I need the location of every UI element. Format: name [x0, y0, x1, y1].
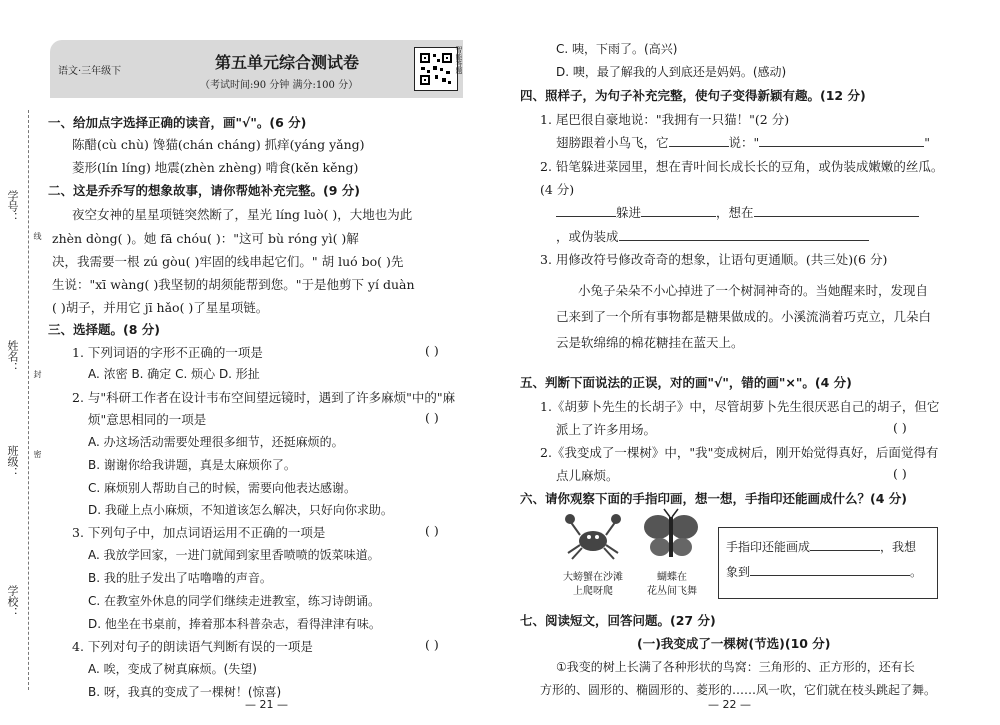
- answer-box-line-1: [726, 538, 916, 555]
- page-title: 第五单元综合测试卷: [215, 53, 360, 72]
- question-2-option-a: A. 办这场活动需要处理很多细节，还挺麻烦的。: [88, 435, 344, 449]
- answer-box-text: 象到: [726, 565, 751, 579]
- question-3-option-b: B. 我的肚子发出了咕噜噜的声音。: [88, 571, 272, 585]
- fill-line-2-end: ，想在: [716, 205, 754, 220]
- section-5-title: 五、判断下面说法的正误，对的画"√"，错的画"×"。(4 分): [520, 375, 852, 390]
- section-4-title: 四、照样子，为句子补充完整，使句子变得新颖有趣。(12 分): [520, 88, 866, 103]
- answer-box-prefix: 手指印还能画成: [726, 540, 811, 554]
- reading-paragraph-line-1: ①我变的树上长满了各种形状的鸟窝：三角形的、正方形的，还有长: [556, 660, 915, 674]
- story-line-5: ( )胡子，并用它 jī hǎo( )了星星项链。: [52, 300, 269, 315]
- crab-caption-1: 大螃蟹在沙滩: [563, 572, 623, 583]
- question-2-option-d: D. 我碰上点小麻烦，不知道该怎么解决，只好向你求助。: [88, 503, 393, 517]
- edit-passage-2: 己来到了一个所有事物都是糖果做成的。小溪流淌着巧克立，几朵白: [556, 309, 932, 324]
- school-label: 学校：: [6, 585, 19, 618]
- example-2-points: (4 分): [540, 182, 575, 197]
- answer-box-end: 。: [910, 565, 923, 579]
- answer-paren-q4[interactable]: ( ): [425, 637, 439, 652]
- seal-mark-feng: 封: [33, 370, 42, 378]
- question-4-option-b: B. 呀，我真的变成了一棵树！(惊喜): [88, 685, 282, 699]
- blank-input[interactable]: [669, 134, 729, 147]
- blank-input[interactable]: [619, 228, 869, 241]
- judge-1-line-2: 派上了许多用场。: [556, 422, 657, 437]
- story-line-3: 决，我需要一根 zú gòu( )牢固的线串起它们。" 胡 luó bo( )先: [52, 254, 404, 269]
- fill-line-3-text: ，或伪装成: [556, 229, 619, 244]
- question-3-option-d: D. 他坐在书桌前，捧着那本科普杂志，看得津津有味。: [88, 617, 381, 631]
- story-line-4: 生说："xī wàng( )我坚韧的胡须能帮到您。"于是他剪下 yí duàn: [52, 277, 415, 292]
- edit-passage-3: 云是软绵绵的棉花糖挂在蓝天上。: [556, 335, 744, 350]
- question-3: 3. 下列句子中，加点词语运用不正确的一项是: [72, 525, 326, 540]
- blank-input[interactable]: [754, 204, 919, 217]
- butterfly-fingerprint-image: [640, 507, 702, 565]
- edit-passage-1: 小兔子朵朵不小心掉进了一个树洞神奇的。当她醒来时，发现自: [578, 283, 929, 298]
- question-1-options: A. 浓密 B. 确定 C. 烦心 D. 形扯: [88, 367, 260, 381]
- answer-paren-judge-1[interactable]: ( ): [893, 420, 907, 435]
- grade-tag: 语文·三年级下: [58, 66, 122, 77]
- fill-line-1-mid: 说：": [728, 135, 760, 150]
- judge-1-line-1: 1.《胡萝卜先生的长胡子》中，尽管胡萝卜先生很厌恶自己的胡子，但它: [540, 399, 940, 414]
- binding-gutter: [0, 0, 48, 725]
- blank-input[interactable]: [810, 538, 880, 551]
- fill-line-2: [556, 203, 919, 221]
- answer-paren-q3[interactable]: ( ): [425, 523, 439, 538]
- section-3-title: 三、选择题。(8 分): [48, 322, 160, 337]
- answer-paren-q2[interactable]: ( ): [425, 410, 439, 425]
- example-2: 2. 铅笔躲进菜园里，想在青叶间长成长长的豆角，或伪装成嫩嫩的丝瓜。: [540, 159, 944, 174]
- answer-paren-judge-2[interactable]: ( ): [893, 466, 907, 481]
- question-4-option-c: C. 咦，下雨了。(高兴): [556, 42, 678, 56]
- fill-line-2-mid: 躲进: [616, 205, 642, 220]
- answer-box-mid: ，我想: [880, 540, 917, 554]
- page-number-left: — 21 —: [245, 698, 288, 711]
- answer-paren-q1[interactable]: ( ): [425, 343, 439, 358]
- butterfly-caption-1: 蝴蝶在: [657, 572, 687, 583]
- section-1-title: 一、给加点字选择正确的读音，画"√"。(6 分): [48, 115, 307, 130]
- student-id-label: 学号：: [6, 190, 19, 223]
- pinyin-row-2: 菱形(lín líng) 地震(zhèn zhèng) 啃食(kěn kěng): [72, 160, 359, 175]
- question-4: 4. 下列对句子的朗读语气判断有误的一项是: [72, 639, 313, 654]
- fill-line-3: [556, 227, 869, 245]
- reading-paragraph-line-2: 方形的、圆形的、椭圆形的、菱形的……风一吹，它们就在枝头跳起了舞。: [540, 683, 937, 697]
- question-3-option-a: A. 我放学回家，一进门就闻到家里香喷喷的饭菜味道。: [88, 548, 380, 562]
- fill-line-1-end: ": [924, 135, 931, 150]
- section-7-title: 七、阅读短文，回答问题。(27 分): [520, 613, 716, 628]
- name-label: 姓名：: [6, 340, 19, 373]
- section-2-title: 二、这是乔乔写的想象故事，请你帮她补充完整。(9 分): [48, 183, 360, 198]
- question-2-line-2: 烦"意思相同的一项是: [88, 412, 207, 427]
- answer-box-line-2: [726, 563, 922, 580]
- class-label: 班级：: [6, 445, 19, 478]
- question-4-option-a: A. 唉，变成了树真麻烦。(失望): [88, 662, 257, 676]
- blank-input[interactable]: [759, 134, 924, 147]
- blank-input[interactable]: [750, 563, 910, 576]
- story-line-1: 夜空女神的星星项链突然断了，星光 líng luò( )，大地也为此: [72, 207, 413, 222]
- seal-mark-mi: 密: [33, 450, 42, 458]
- example-1: 1. 尾巴很自豪地说："我拥有一只猫！"(2 分): [540, 112, 790, 127]
- fill-line-1-prefix: 翅膀跟着小鸟飞，它: [556, 135, 669, 150]
- fill-line-1: [556, 133, 930, 151]
- section-6-title: 六、请你观察下面的手指印画，想一想，手指印还能画成什么？(4 分): [520, 491, 907, 506]
- crab-caption-2: 上爬呀爬: [573, 586, 613, 597]
- judge-2-line-1: 2.《我变成了一棵树》中，"我"变成树后，刚开始觉得真好，后面觉得有: [540, 445, 939, 460]
- question-2-option-c: C. 麻烦别人帮助自己的时候，需要向他表达感谢。: [88, 481, 357, 495]
- story-line-2: zhèn dòng( )。她 fā chóu( )："这可 bù róng yì( )解: [52, 231, 359, 246]
- page-number-right: — 22 —: [708, 698, 751, 711]
- question-2-option-b: B. 谢谢你给我讲题，真是太麻烦你了。: [88, 458, 296, 472]
- butterfly-caption-2: 花丛间飞舞: [647, 586, 697, 597]
- question-2-line-1: 2. 与"科研工作者在设计韦布空间望远镜时，遇到了许多麻烦"中的"麻: [72, 390, 456, 405]
- reading-subtitle: (一)我变成了一棵树(节选)(10 分): [637, 636, 831, 651]
- pinyin-row-1: 陈醋(cù chù) 馋猫(chán cháng) 抓痒(yáng yǎng): [72, 137, 365, 152]
- judge-2-line-2: 点儿麻烦。: [556, 468, 619, 483]
- example-3: 3. 用修改符号修改奇奇的想象，让语句更通顺。(共三处)(6 分): [540, 252, 888, 267]
- seal-line: [28, 110, 29, 690]
- seal-mark-xian: 线: [33, 232, 42, 240]
- qr-caption: 智能答题: [455, 46, 463, 74]
- question-1: 1. 下列词语的字形不正确的一项是: [72, 345, 263, 360]
- qr-code-icon[interactable]: [415, 48, 457, 90]
- question-3-option-c: C. 在教室外休息的同学们继续走进教室，练习诗朗诵。: [88, 594, 381, 608]
- blank-input[interactable]: [556, 204, 616, 217]
- blank-input[interactable]: [641, 204, 716, 217]
- exam-info: （考试时间:90 分钟 满分:100 分）: [200, 80, 359, 91]
- crab-fingerprint-image: [562, 507, 624, 563]
- question-4-option-d: D. 噢，最了解我的人到底还是妈妈。(感动): [556, 65, 787, 79]
